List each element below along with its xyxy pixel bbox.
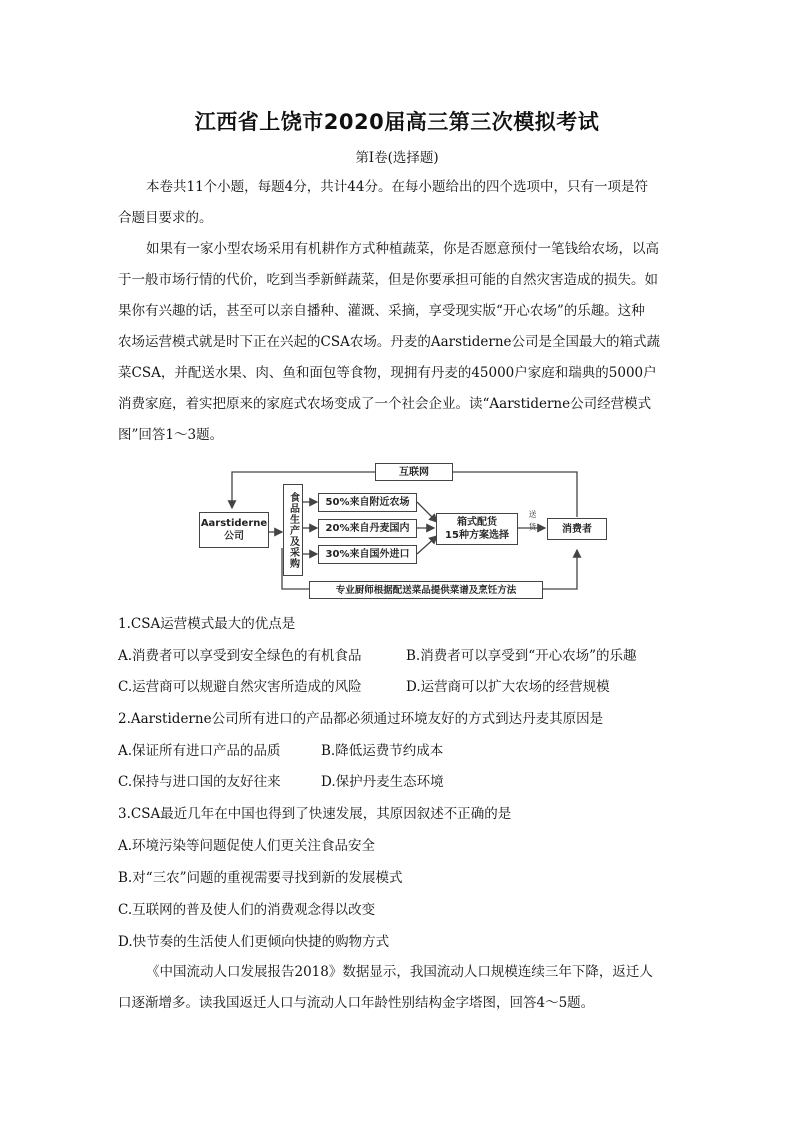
question-2-option-c[interactable]: C.保持与进口国的友好往来 — [118, 774, 281, 790]
source-box-domestic — [318, 519, 417, 538]
company-suffix: 公司 — [224, 531, 244, 542]
passage-line: 图”回答1～3题。 — [118, 427, 224, 443]
passage-2-paragraph — [118, 957, 676, 1019]
question-3-option-c[interactable]: C.互联网的普及使人们的消费观念得以改变 — [118, 902, 376, 918]
consumer-label: 消费者 — [562, 523, 592, 535]
company-name: Aarstiderne — [200, 518, 268, 529]
passage-line: 果你有兴趣的话，甚至可以亲自播种、灌溉、采摘，享受现实版“开心农场”的乐趣。这种 — [118, 303, 645, 319]
source-box-import — [318, 545, 417, 564]
question-2-option-d[interactable]: D.保护丹麦生态环境 — [321, 774, 444, 790]
question-1-option-b[interactable]: B.消费者可以享受到“开心农场”的乐趣 — [406, 648, 637, 664]
source-label: 50%来自附近农场 — [325, 497, 410, 508]
question-2-option-b[interactable]: B.降低运费节约成本 — [321, 743, 444, 759]
internet-box — [375, 463, 453, 481]
consumer-box — [547, 518, 607, 540]
passage-line: 于一般市场行情的代价，吃到当季新鲜蔬菜，但是你要承担可能的自然灾害造成的损失。如 — [118, 272, 658, 288]
intro-line: 合题目要求的。 — [118, 210, 213, 226]
source-box-nearby — [318, 493, 417, 512]
box-delivery-box — [436, 513, 518, 545]
chef-box — [309, 581, 543, 599]
source-label: 30%来自国外进口 — [325, 549, 410, 560]
passage-2-line: 《中国流动人口发展报告2018》数据显示，我国流动人口规模连续三年下降，返迁人 — [146, 964, 653, 980]
passage-line: 农场运营模式就是时下正在兴起的CSA农场。丹麦的Aarstiderne公司是全国最大的箱式蔬 — [118, 334, 661, 350]
section-subtitle: 第Ⅰ卷(选择题) — [355, 150, 439, 166]
question-1-stem: 1.CSA运营模式最大的优点是 — [118, 616, 296, 632]
production-box — [283, 484, 303, 576]
business-model-diagram — [187, 460, 607, 603]
passage-line: 消费家庭，着实把原来的家庭式农场变成了一个社会企业。读“Aarstiderne公司经营模式 — [118, 396, 652, 412]
delivery-label: 送 货 — [528, 510, 537, 532]
box-title: 箱式配货 — [457, 517, 497, 528]
box-options: 15种方案选择 — [445, 530, 509, 541]
source-label: 20%来自丹麦国内 — [325, 523, 410, 534]
question-3-option-b[interactable]: B.对“三农”问题的重视需要寻找到新的发展模式 — [118, 870, 403, 886]
intro-paragraph — [118, 172, 676, 234]
passage-2-line: 口逐渐增多。读我国返迁人口与流动人口年龄性别结构金字塔图，回答4～5题。 — [118, 995, 595, 1011]
question-3-stem: 3.CSA最近几年在中国也得到了快速发展，其原因叙述不正确的是 — [118, 806, 512, 822]
company-box — [199, 512, 269, 548]
production-label: 食品生产及采购 — [287, 491, 299, 569]
page-title: 江西省上饶市2020届高三第三次模拟考试 — [194, 110, 600, 134]
question-3-option-a[interactable]: A.环境污染等问题促使人们更关注食品安全 — [118, 838, 376, 854]
question-1-option-a[interactable]: A.消费者可以享受到安全绿色的有机食品 — [118, 648, 362, 664]
question-1-option-d[interactable]: D.运营商可以扩大农场的经营规模 — [406, 679, 610, 695]
intro-line: 本卷共11个小题，每题4分，共计44分。在每小题给出的四个选项中，只有一项是符 — [146, 179, 648, 195]
question-2-option-a[interactable]: A.保证所有进口产品的品质 — [118, 743, 281, 759]
passage-line: 菜CSA，并配送水果、肉、鱼和面包等食物，现拥有丹麦的45000户家庭和瑞典的5000户 — [118, 365, 657, 381]
question-3-option-d[interactable]: D.快节奏的生活使人们更倾向快捷的购物方式 — [118, 934, 390, 950]
question-1-option-c[interactable]: C.运营商可以规避自然灾害所造成的风险 — [118, 679, 362, 695]
passage-paragraph — [118, 234, 676, 451]
passage-line: 如果有一家小型农场采用有机耕作方式种植蔬菜，你是否愿意预付一笔钱给农场，以高 — [146, 241, 659, 257]
question-2-stem: 2.Aarstiderne公司所有进口的产品都必须通过环境友好的方式到达丹麦其原因是 — [118, 711, 604, 727]
internet-label: 互联网 — [399, 466, 429, 478]
chef-label: 专业厨师根据配送菜品提供菜谱及烹饪方法 — [335, 584, 517, 596]
